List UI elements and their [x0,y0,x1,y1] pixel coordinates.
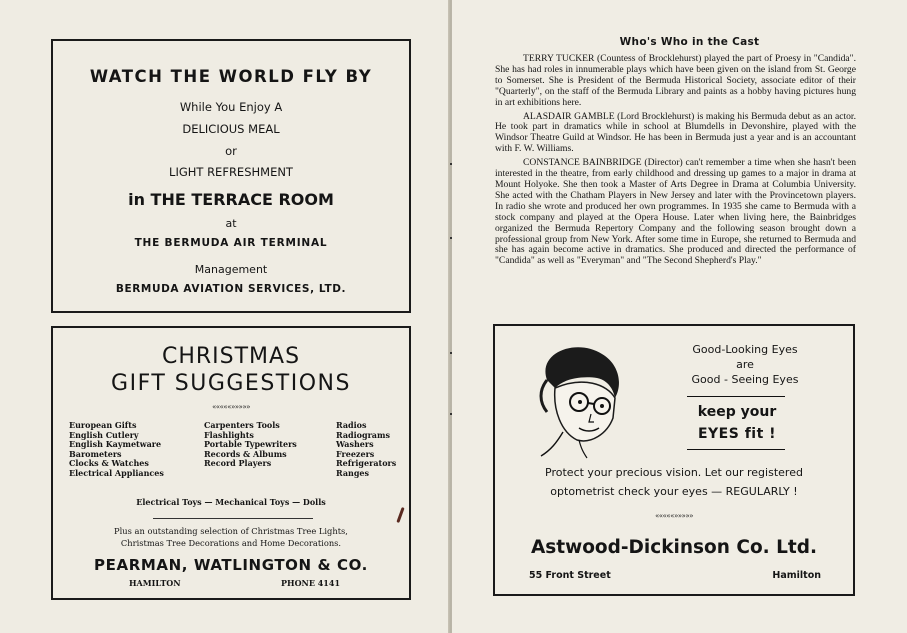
slogan: keep your [697,404,777,420]
ornament: «««««»»»»» [212,403,250,411]
divider [153,518,313,519]
gift-item: Portable Typewriters [204,439,297,450]
cast-bio: ALASDAIR GAMBLE (Lord Brocklehurst) is making his Bermuda debut as an actor. He took part in dramatics while in school at Blumdells in Devonshire, played with the Windsor Theatre Guild at Windsor. He has been in Bermuda just a year and is an accountant with F. W. Williams. [495,110,856,155]
christmas-title: CHRISTMAS [161,344,301,369]
gift-item: Washers [336,439,374,450]
ad-line: While You Enjoy A [179,100,283,114]
ad-line: DELICIOUS MEAL [182,122,280,136]
management-name: BERMUDA AVIATION SERVICES, LTD. [115,283,347,295]
gift-item: Freezers [336,448,375,459]
right-page [452,0,907,633]
gift-column-3 [336,421,396,479]
slogan: EYES fit ! [697,426,777,442]
ad-headline: WATCH THE WORLD FLY BY [89,67,373,86]
extra-line: Plus an outstanding selection of Christmas Tree Lights, [114,526,348,536]
company-name: Astwood-Dickinson Co. Ltd. [530,537,818,558]
divider [687,449,785,450]
gift-item: European Gifts [69,420,137,430]
ornament: «««««»»»»» [655,512,693,520]
eyes-tagline: are [736,358,754,371]
city: Hamilton [772,570,821,581]
gift-item: English Kaymetware [69,439,162,450]
eyes-tagline: Good-Looking Eyes [692,343,798,356]
left-page [0,0,450,633]
toys-line: Electrical Toys — Mechanical Toys — Dolls [136,497,326,507]
gift-item: Ranges [336,467,370,478]
ad-line: at [225,217,237,230]
terrace-room-ad [51,39,411,313]
cast-bio: TERRY TUCKER (Countess of Brocklehurst) played the part of Proesy in "Candida". She has had roles in innumerable plays which have been given on the island from St. George to Somerset. She is President of the Bermuda Historical Society, associate editor of their "Quarterly", on the staff of the Bermuda Library and paints as a hobby having pictures hung in art exhibitions here. [495,53,856,108]
eyes-tagline: Good - Seeing Eyes [691,373,799,386]
optometrist-ad [493,324,855,596]
venue-name: in THE TERRACE ROOM [128,190,334,209]
cast-heading: Who's Who in the Cast [619,36,760,48]
gift-item: Barometers [69,448,122,459]
gift-item: Electrical Appliances [69,467,164,478]
extra-line: Christmas Tree Decorations and Home Decorations. [120,538,342,548]
management-label: Management [194,263,268,276]
gift-item: Refrigerators [336,458,397,469]
gift-column-2 [204,421,297,469]
cast-bios [495,54,856,270]
gift-item: English Cutlery [69,429,139,440]
city: HAMILTON [129,578,181,588]
phone: PHONE 4141 [281,578,341,588]
ad-body: optometrist check your eyes — REGULARLY ! [550,485,798,498]
gift-item: Flashlights [204,429,254,440]
cast-bio: CONSTANCE BAINBRIDGE (Director) can't remember a time when she hasn't been interested in the theatre, from early childhood and dressing up games to a major in drama at Mount Holyoke. She then took a Master of Arts Degree in Drama at Columbia University. She acted with the Chatham Players in New Jersey and later with the Provincetown players. In radio she wrote and produced her own programmes. In 1935 she came to Bermuda with a stock company and played at the Opera House. Later when living here, the Bainbridges organized the Bermuda Repertory Company and the following season brought down a professional group from New York. After some time in Europe, she returned to Bermuda and she has again become active in dramatics. She produced and directed the performance of "Candida" as well as "Everyman" and "The Second Shepherd's Play." [495,157,856,267]
gift-item: Radios [336,420,367,430]
gift-item: Carpenters Tools [204,420,280,430]
gift-item: Record Players [204,458,272,469]
location-name: THE BERMUDA AIR TERMINAL [134,237,328,249]
company-name: PEARMAN, WATLINGTON & CO. [94,556,368,574]
gift-item: Clocks & Watches [69,458,149,469]
gift-item: Radiograms [336,429,390,440]
ad-body: Protect your precious vision. Let our registered [545,466,803,479]
ad-line: or [225,144,237,158]
street-address: 55 Front Street [529,570,611,581]
gift-item: Records & Albums [204,448,287,459]
woman-portrait-illustration [517,340,632,460]
gift-column-1 [69,421,164,479]
ad-line: LIGHT REFRESHMENT [169,165,293,179]
christmas-title: GIFT SUGGESTIONS [111,371,351,396]
divider [687,396,785,397]
